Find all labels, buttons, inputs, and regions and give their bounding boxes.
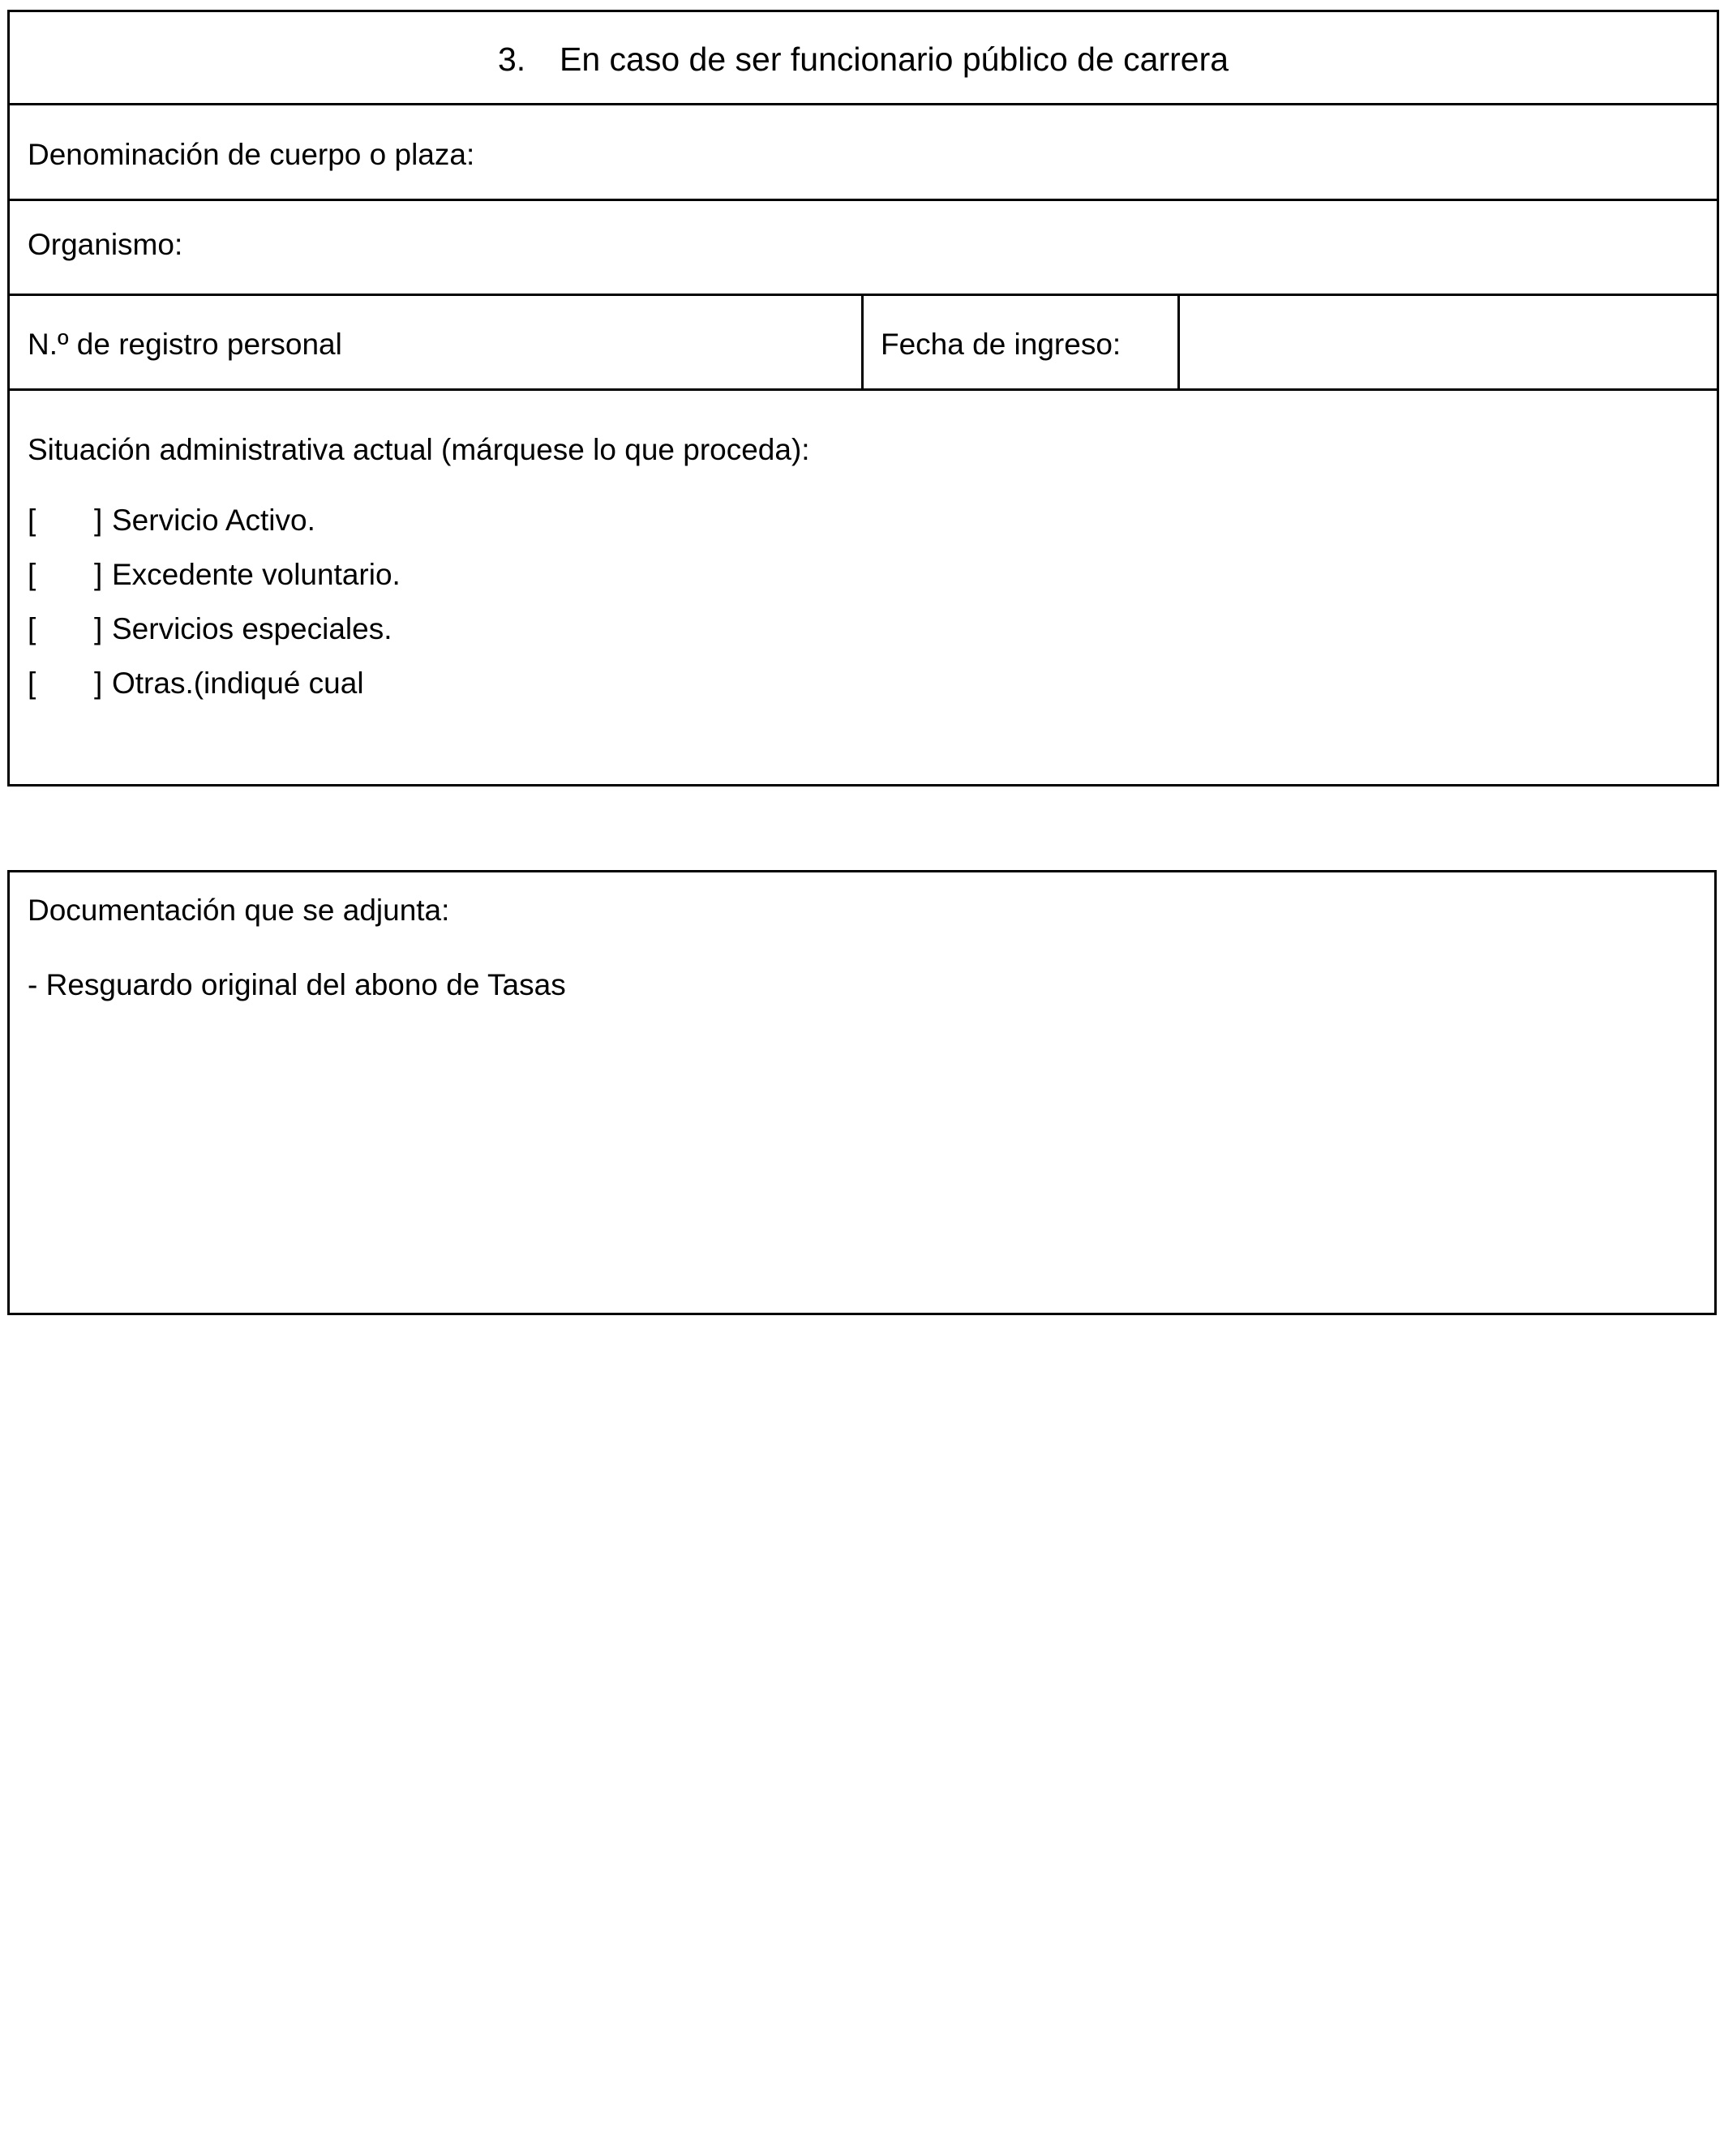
checkbox-open-bracket: [ — [28, 558, 36, 591]
checkbox-option-servicio-activo[interactable] — [28, 503, 757, 538]
fecha-ingreso-label: Fecha de ingreso: — [881, 328, 1121, 361]
section-title-text: En caso de ser funcionario público de carrera — [560, 41, 1229, 78]
checkbox-option-servicios-especiales[interactable] — [28, 611, 757, 647]
checkbox-open-bracket: [ — [28, 612, 36, 645]
option-label: Servicios especiales. — [112, 612, 392, 645]
documentacion-item: - Resguardo original del abono de Tasas — [28, 968, 566, 1001]
row-divider — [7, 103, 1719, 105]
checkbox-open-bracket: [ — [28, 667, 36, 700]
option-label: Excedente voluntario. — [112, 558, 401, 591]
checkbox-option-excedente-voluntario[interactable] — [28, 557, 757, 593]
cell-divider — [1177, 294, 1180, 391]
section-number: 3. — [498, 41, 526, 78]
documentacion-label: Documentación que se adjunta: — [28, 894, 450, 927]
row-divider — [7, 199, 1719, 201]
organismo-label: Organismo: — [28, 228, 183, 261]
option-label: Servicio Activo. — [112, 504, 315, 537]
fecha-ingreso-value-cell[interactable] — [1181, 297, 1716, 388]
registro-personal-label: N.º de registro personal — [28, 328, 342, 361]
situacion-label: Situación administrativa actual (márquese lo que proceda): — [28, 433, 810, 466]
checkbox-close-bracket: ] — [94, 504, 103, 537]
checkbox-close-bracket: ] — [94, 558, 103, 591]
option-label: Otras.(indiqué cual — [112, 667, 364, 700]
checkbox-close-bracket: ] — [94, 667, 103, 700]
checkbox-option-otras[interactable] — [28, 666, 757, 701]
cell-divider — [861, 294, 864, 391]
documentacion-box — [7, 870, 1717, 1315]
checkbox-open-bracket: [ — [28, 504, 36, 537]
cuerpo-plaza-label: Denominación de cuerpo o plaza: — [28, 138, 475, 171]
checkbox-close-bracket: ] — [94, 612, 103, 645]
section-title — [498, 40, 1229, 79]
